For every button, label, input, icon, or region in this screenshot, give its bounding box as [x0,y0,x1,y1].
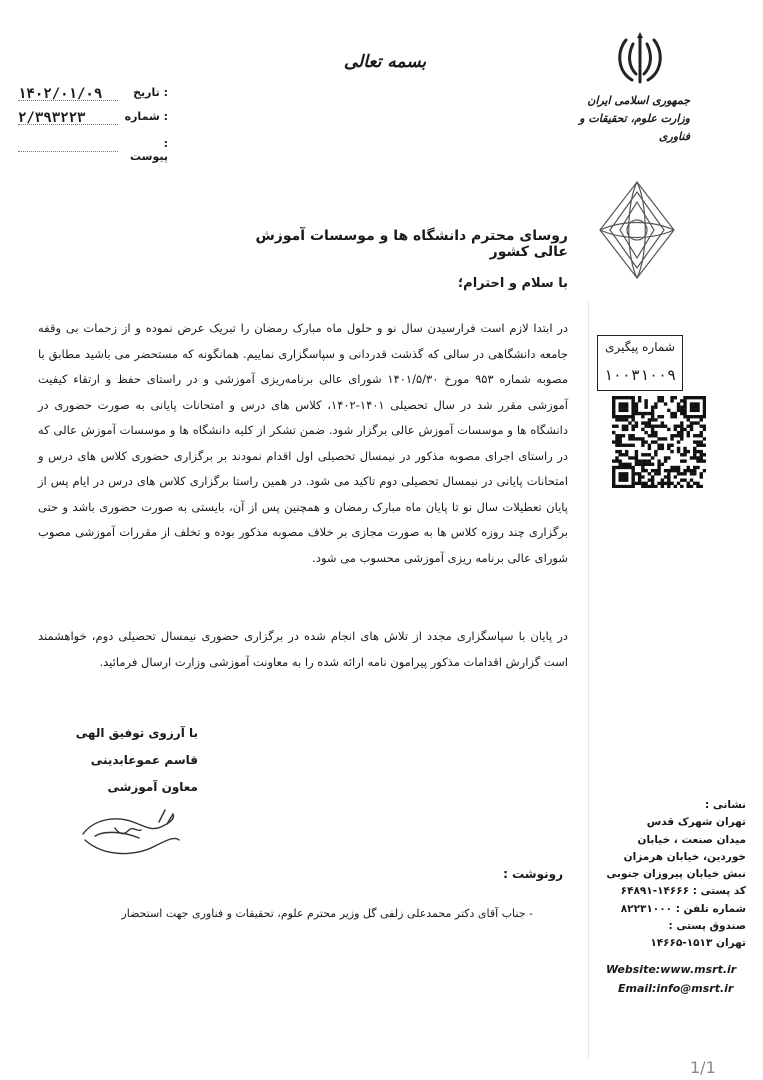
cc-item: - جناب آقای دکتر محمدعلی زلفی گل وزیر محترم علوم، تحقیقات و فناوری جهت استحضار [121,907,533,920]
address-line: میدان صنعت ، خیابان [637,833,746,846]
tracking-label: شماره پیگیری [605,340,675,354]
date-underline [18,100,118,101]
signer-name: قاسم عموعابدینی [90,753,198,767]
number-underline [18,124,118,125]
qr-code-icon [612,396,706,488]
page-indicator: 1/1 [690,1058,716,1077]
body-paragraph-2: در پایان با سپاسگزاری مجدد از تلاش های انجام شده در برگزاری حضوری نیمسال تحصیلی دوم، خواهشمند است گزارش اقدامات مذکور پیرامون نامه ارائه شده را به معاونت آموزشی وزارت ارسال فرمائید. [38,629,568,669]
address-block [606,797,746,953]
recipient: روسای محترم دانشگاه ها و موسسات آموزش عالی کشور [255,228,568,260]
address-line: نبش خیابان پیروزان جنوبی [606,868,746,881]
signature-block [58,720,198,801]
tracking-number: ۱۰۰۳۱۰۰۹ [603,366,677,384]
number-row [18,110,168,130]
tracking-box [597,335,683,391]
closing-line: با آرزوی توفیق الهی [75,726,198,740]
greeting: با سلام و احترام؛ [457,276,568,291]
attachment-label: : پیوست [130,137,168,163]
signer-title: معاون آموزشی [107,780,198,794]
address-line: شماره تلفن : ۸۲۲۳۱۰۰۰ [620,902,746,915]
number-label: : شماره [124,110,168,123]
address-line: نشانی : [705,799,746,811]
attachment-row [18,137,168,163]
attachment-underline [18,151,118,152]
address-line: خوردین، خیابان هرمزان [623,850,746,863]
ministry-name [570,92,690,146]
website-link[interactable]: Website:www.msrt.ir [606,963,737,976]
email-link[interactable]: Email:info@msrt.ir [618,982,734,995]
date-row [18,86,168,106]
ministry-line-2: وزارت علوم، تحقیقات و فناوری [579,112,690,143]
iran-emblem-icon [610,30,670,90]
address-line: کد پستی : ۱۴۶۶۶-۶۴۸۹۱ [620,885,746,898]
address-line: تهران ۱۵۱۳-۱۴۶۶۵ [650,937,746,950]
address-line: صندوق پستی : [668,920,746,933]
basmala: بسمه تعالی [343,52,427,72]
number-value: ۲/۳۹۳۲۲۳ [18,110,86,126]
ornament-icon [598,180,676,280]
address-line: تهران شهرک قدس [646,816,746,829]
body-paragraph-1: در ابتدا لازم است فرارسیدن سال نو و حلول ماه مبارک رمضان را تبریک عرض نموده و از زحمات بی وقفه جامعه دانشگاهی در سالی که گذشت قدردانی و سپاسگزاری نماییم. همانگونه که مستحضر می باشید مطابق با مصوبه شماره ۹۵۳ مورخ ۱۴۰۱/۵/۳۰ شورای عالی برنامه‌ریزی آموزشی و در راستای حفظ و ارتقاء کیفیت آموزشی مقرر شد در سال تحصیلی ۱۴۰۱-۱۴۰۲، کلاس های درس و امتحانات پایانی به صورت حضوری در دانشگاه ها و موسسات آموزش عالی برگزار شود. ضمن تشکر از کلیه دانشگاه ها و موسسات آموزش عالی که در راستای اجرای مصوبه مذکور در نیمسال تحصیلی اول اقدام نمودند بر برگزاری حضوری کلاس های درس و امتحانات پایانی در نیمسال تحصیلی دوم تاکید می شود. در همین راستا برگزاری کلاس های درس در ایام پس از پایان تعطیلات سال نو تا پایان ماه مبارک رمضان و همچنین پس از آن، بایستی به صورت حضوری باشد و حتی برگزاری چند روزه کلاس ها به صورت مجازی بر خلاف مصوبه مذکور بوده و تخلف از مقررات آموزشی مصوب شورای عالی برنامه ریزی آموزشی محسوب می شود. [38,321,568,565]
side-divider [588,300,589,1060]
handwritten-signature-icon [75,800,185,868]
date-label: : تاریخ [133,86,168,99]
cc-label: رونوشت : [503,867,563,881]
ministry-line-1: جمهوری اسلامی ایران [587,94,690,107]
date-value: ۱۴۰۲/۰۱/۰۹ [18,86,103,102]
